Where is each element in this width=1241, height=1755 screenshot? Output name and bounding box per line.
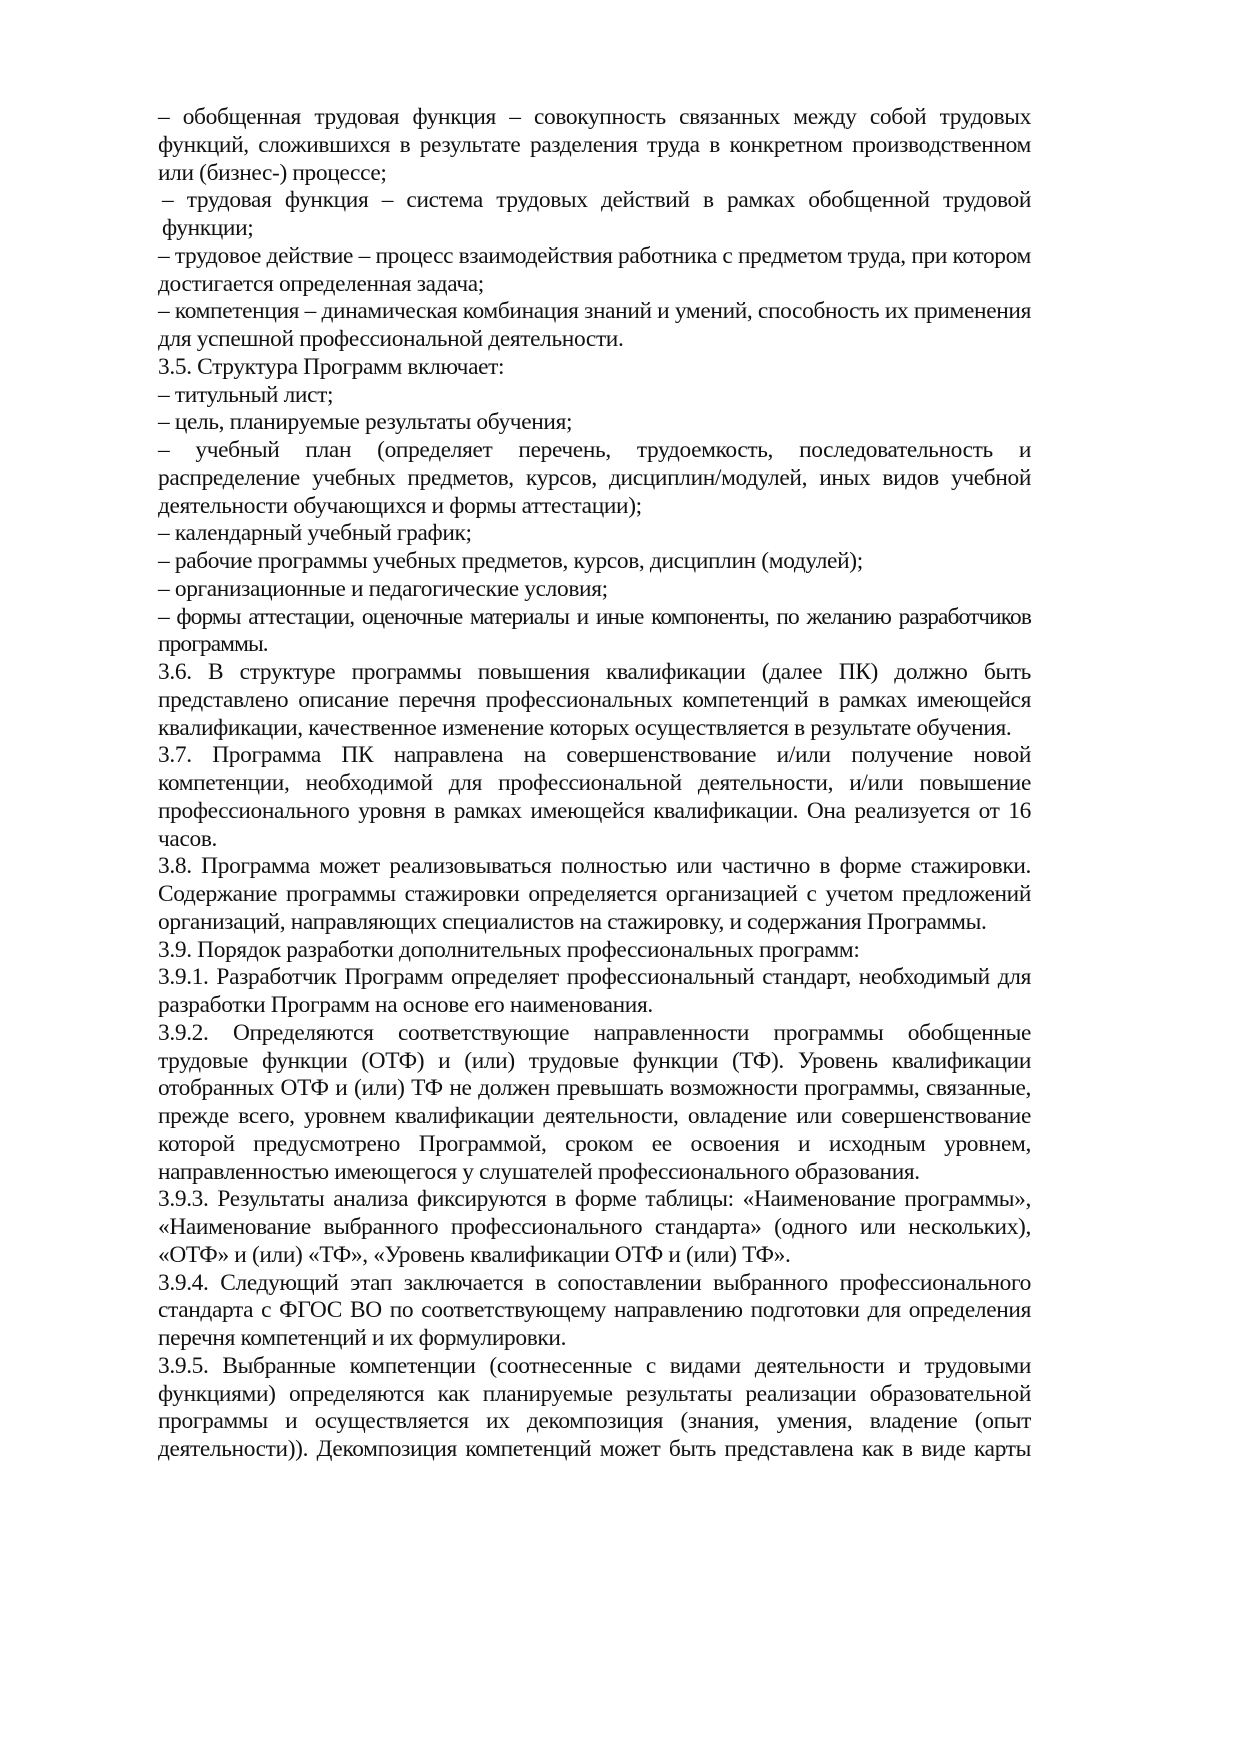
definition-generalized-labor-function: – обобщенная трудовая функция – совокупность связанных между собой трудовых функций, сложившихся в результате разделения труда в конкретном производственном или (бизнес-) процессе; xyxy=(158,104,1031,186)
section-3-9-2: 3.9.2. Определяются соответствующие направленности программы обобщенные трудовые функции (ОТФ) и (или) трудовые функции (ТФ). Уровень квалификации отобранных ОТФ и (или) ТФ не должен превышать возможности программы, связанные, прежде всего, уровнем квалификации деятельности, овладение или совершенствование которой предусмотрено Программой, сроком ее освоения и исходным уровнем, направленностью имеющегося у слушателей профессионального образования. xyxy=(158,1019,1031,1185)
structure-item-title-page: – титульный лист; xyxy=(158,381,334,408)
structure-item-work-programs: – рабочие программы учебных предметов, курсов, дисциплин (модулей); xyxy=(158,548,863,574)
section-3-9-3: 3.9.3. Результаты анализа фиксируются в форме таблицы: «Наименование программы», «Наименование выбранного профессионального стандарта» (одного или нескольких), «ОТФ» и (или) «ТФ», «Уровень квалификации ОТФ и (или) ТФ». xyxy=(158,1186,1031,1268)
section-3-9-4: 3.9.4. Следующий этап заключается в сопоставлении выбранного профессионального стандарта с ФГОС ВО по соответствующему направлению подготовки для определения перечня компетенций и их формулировки. xyxy=(158,1269,1031,1351)
structure-item-goals: – цель, планируемые результаты обучения; xyxy=(158,409,573,436)
definition-labor-function: – трудовая функция – система трудовых действий в рамках обобщенной трудовой функции; xyxy=(162,187,1031,241)
structure-item-curriculum: – учебный план (определяет перечень, трудоемкость, последовательность и распределение учебных предметов, курсов, дисциплин/модулей, иных видов учебной деятельности обучающихся и формы аттестации); xyxy=(158,437,1031,519)
section-3-9-5: 3.9.5. Выбранные компетенции (соотнесенные с видами деятельности и трудовыми функциями) определяются как планируемые результаты реализации образовательной программы и осуществляется их декомпозиция (знания, умения, владение (опыт деятельности)). Декомпозиция компетенций может быть представлена как в виде карты xyxy=(158,1352,1031,1462)
section-3-7: 3.7. Программа ПК направлена на совершенствование и/или получение новой компетенции, необходимой для профессиональной деятельности, и/или повышение профессионального уровня в рамках имеющейся квалификации. Она реализуется от 16 часов. xyxy=(158,742,1031,852)
definition-labor-action: – трудовое действие – процесс взаимодействия работника с предметом труда, при котором достигается определенная задача; xyxy=(158,242,1031,297)
structure-item-attestation: – формы аттестации, оценочные материалы и иные компоненты, по желанию разработчиков программы. xyxy=(158,603,1031,658)
section-3-6: 3.6. В структуре программы повышения квалификации (далее ПК) должно быть представлено описание перечня профессиональных компетенций в рамках имеющейся квалификации, качественное изменение которых осуществляется в результате обучения. xyxy=(158,659,1031,741)
structure-item-conditions: – организационные и педагогические условия; xyxy=(158,575,608,602)
section-3-9: 3.9. Порядок разработки дополнительных профессиональных программ: xyxy=(158,936,860,963)
section-3-5-heading: 3.5. Структура Программ включает: xyxy=(158,353,505,380)
section-3-8: 3.8. Программа может реализовываться полностью или частично в форме стажировки. Содержание программы стажировки определяется организацией с учетом предложений организаций, направляющих специалистов на стажировку, и содержания Программы. xyxy=(158,853,1031,935)
document-page xyxy=(158,104,1031,1464)
section-3-9-1: 3.9.1. Разработчик Программ определяет профессиональный стандарт, необходимый для разработки Программ на основе его наименования. xyxy=(158,964,1031,1018)
definition-competence: – компетенция – динамическая комбинация знаний и умений, способность их применения для успешной профессиональной деятельности. xyxy=(158,298,1031,352)
structure-item-calendar: – календарный учебный график; xyxy=(158,520,472,547)
